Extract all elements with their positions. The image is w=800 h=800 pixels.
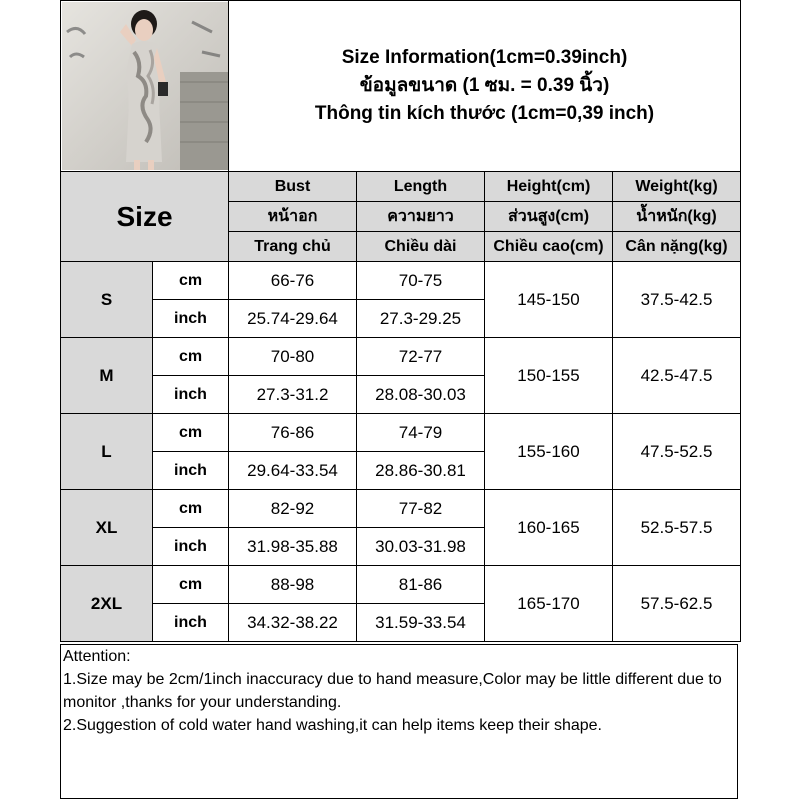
size-name: S [61, 262, 153, 338]
bust-cm: 76-86 [229, 414, 357, 452]
unit-cm: cm [153, 414, 229, 452]
length-inch: 27.3-29.25 [357, 300, 485, 338]
weight-range: 57.5-62.5 [613, 566, 741, 642]
title-cell [229, 1, 741, 172]
header-length-en: Length [357, 172, 485, 202]
header-height-vi: Chiều cao(cm) [485, 232, 613, 262]
height-range: 145-150 [485, 262, 613, 338]
unit-cm: cm [153, 262, 229, 300]
title-thai: ข้อมูลขนาด (1 ซม. = 0.39 นิ้ว) [359, 75, 610, 96]
size-name: M [61, 338, 153, 414]
size-header: Size [61, 172, 229, 262]
bust-cm: 70-80 [229, 338, 357, 376]
size-table [60, 0, 741, 642]
weight-range: 47.5-52.5 [613, 414, 741, 490]
attention-note-1: 1.Size may be 2cm/1inch inaccuracy due to hand measure,Color may be little different due to monitor ,thanks for your understanding. [63, 671, 722, 711]
attention-heading: Attention: [63, 648, 131, 665]
bust-cm: 66-76 [229, 262, 357, 300]
attention-box [60, 644, 738, 799]
bust-cm: 88-98 [229, 566, 357, 604]
bust-inch: 34.32-38.22 [229, 604, 357, 642]
bust-inch: 25.74-29.64 [229, 300, 357, 338]
length-cm: 81-86 [357, 566, 485, 604]
header-length-vi: Chiều dài [357, 232, 485, 262]
header-height-th: ส่วนสูง(cm) [485, 202, 613, 232]
weight-range: 42.5-47.5 [613, 338, 741, 414]
length-inch: 28.86-30.81 [357, 452, 485, 490]
bust-cm: 82-92 [229, 490, 357, 528]
product-photo-cell [61, 1, 229, 172]
size-name: 2XL [61, 566, 153, 642]
height-range: 155-160 [485, 414, 613, 490]
length-inch: 30.03-31.98 [357, 528, 485, 566]
height-range: 165-170 [485, 566, 613, 642]
header-weight-th: น้ำหนัก(kg) [613, 202, 741, 232]
unit-cm: cm [153, 566, 229, 604]
unit-cm: cm [153, 490, 229, 528]
weight-range: 52.5-57.5 [613, 490, 741, 566]
unit-inch: inch [153, 452, 229, 490]
height-range: 150-155 [485, 338, 613, 414]
unit-inch: inch [153, 376, 229, 414]
title-vietnamese: Thông tin kích thước (1cm=0,39 inch) [314, 103, 655, 124]
attention-note-2: 2.Suggestion of cold water hand washing,it can help items keep their shape. [63, 717, 602, 734]
product-photo [62, 2, 228, 170]
height-range: 160-165 [485, 490, 613, 566]
bust-inch: 29.64-33.54 [229, 452, 357, 490]
unit-inch: inch [153, 528, 229, 566]
bust-inch: 27.3-31.2 [229, 376, 357, 414]
length-inch: 28.08-30.03 [357, 376, 485, 414]
header-bust-en: Bust [229, 172, 357, 202]
bust-inch: 31.98-35.88 [229, 528, 357, 566]
length-cm: 77-82 [357, 490, 485, 528]
size-chart-sheet [60, 0, 740, 800]
header-weight-vi: Cân nặng(kg) [613, 232, 741, 262]
unit-inch: inch [153, 300, 229, 338]
length-inch: 31.59-33.54 [357, 604, 485, 642]
length-cm: 74-79 [357, 414, 485, 452]
size-name: XL [61, 490, 153, 566]
header-weight-en: Weight(kg) [613, 172, 741, 202]
header-length-th: ความยาว [357, 202, 485, 232]
length-cm: 72-77 [357, 338, 485, 376]
unit-inch: inch [153, 604, 229, 642]
weight-range: 37.5-42.5 [613, 262, 741, 338]
header-bust-th: หน้าอก [229, 202, 357, 232]
header-bust-vi: Trang chủ [229, 232, 357, 262]
length-cm: 70-75 [357, 262, 485, 300]
header-height-en: Height(cm) [485, 172, 613, 202]
unit-cm: cm [153, 338, 229, 376]
size-name: L [61, 414, 153, 490]
title-english: Size Information(1cm=0.39inch) [341, 47, 628, 68]
